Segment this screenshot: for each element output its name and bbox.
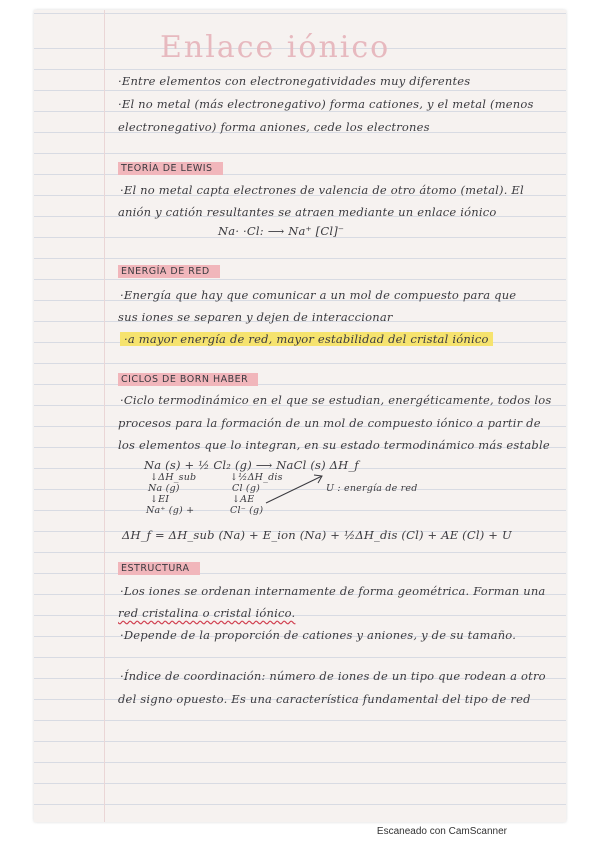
scanner-watermark: Escaneado con CamScanner xyxy=(376,826,507,837)
lewis-line-1: ·El no metal capta electrones de valencia de otro átomo (metal). El xyxy=(120,183,524,197)
heading-energia-red: ENERGÍA DE RED xyxy=(118,265,220,278)
born-line-1: ·Ciclo termodinámico en el que se estudian, energéticamente, todos los xyxy=(120,393,552,407)
born-step-ae: ↓AE xyxy=(232,494,255,505)
page-title: Enlace iónico xyxy=(160,30,391,65)
estructura-line-2: red cristalina o cristal iónico. xyxy=(118,606,296,620)
estructura-line-5: del signo opuesto. Es una característica fundamental del tipo de red xyxy=(118,692,531,706)
estructura-line-1: ·Los iones se ordenan internamente de forma geométrica. Forman una xyxy=(120,584,546,598)
estructura-line-4: ·Índice de coordinación: número de iones de un tipo que rodean a otro xyxy=(120,669,546,683)
born-step-dis: ↓½ΔH_dis xyxy=(230,472,283,483)
intro-line-2: ·El no metal (más electronegativo) forma cationes, y el metal (menos xyxy=(118,97,534,111)
born-u-label: U : energía de red xyxy=(326,483,418,494)
born-na-ion: Na⁺ (g) + xyxy=(146,505,195,516)
intro-line-3: electronegativo) forma aniones, cede los electrones xyxy=(118,120,430,134)
born-cl-gas: Cl (g) xyxy=(232,483,261,494)
energia-line-1: ·Energía que hay que comunicar a un mol de compuesto para que xyxy=(120,288,517,302)
born-line-2: procesos para la formación de un mol de compuesto iónico a partir de xyxy=(118,416,541,430)
born-na-gas: Na (g) xyxy=(148,483,180,494)
born-step-ei: ↓EI xyxy=(150,494,170,505)
born-step-sub: ↓ΔH_sub xyxy=(150,472,197,483)
born-equation-top: Na (s) + ½ Cl₂ (g) ⟶ NaCl (s) ΔH_f xyxy=(144,458,359,472)
intro-line-1: ·Entre elementos con electronegatividades muy diferentes xyxy=(118,74,471,88)
heading-estructura: ESTRUCTURA xyxy=(118,562,200,575)
estructura-line-3: ·Depende de la proporción de cationes y aniones, y de su tamaño. xyxy=(120,628,517,642)
energia-line-2: sus iones se separen y dejen de interaccionar xyxy=(118,310,393,324)
heading-lewis: TEORÍA DE LEWIS xyxy=(118,162,223,175)
lewis-line-2: anión y catión resultantes se atraen mediante un enlace iónico xyxy=(118,205,497,219)
born-cl-ion: Cl⁻ (g) xyxy=(230,505,264,516)
lewis-equation: Na· ·Cl: ⟶ Na⁺ [Cl]⁻ xyxy=(218,224,345,238)
born-line-3: los elementos que lo integran, en su estado termodinámico más estable xyxy=(118,438,550,452)
heading-born-haber: CICLOS DE BORN HABER xyxy=(118,373,258,386)
born-formula: ΔH_f = ΔH_sub (Na) + E_ion (Na) + ½ΔH_dis (Cl) + AE (Cl) + U xyxy=(122,528,512,542)
highlight-stability: ·a mayor energía de red, mayor estabilidad del cristal iónico xyxy=(120,332,493,346)
